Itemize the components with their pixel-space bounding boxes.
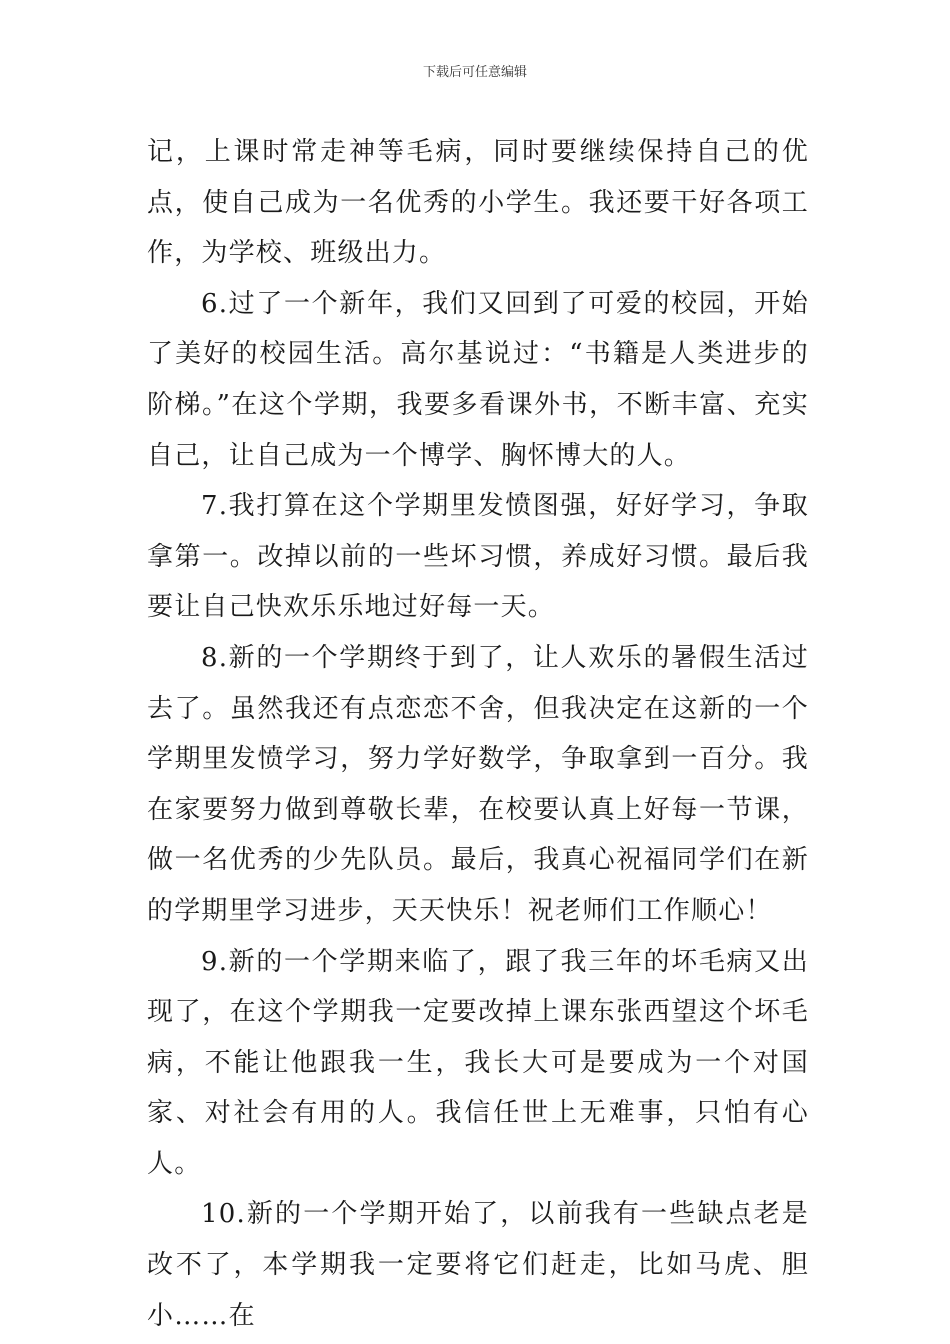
page-header: 下载后可任意编辑 xyxy=(422,65,527,80)
paragraph-continuation: 记，上课时常走神等毛病，同时要继续保持自己的优点，使自己成为一名优秀的小学生。我还要干好各项工作，为学校、班级出力。 xyxy=(147,137,809,269)
paragraph-item-8: 8.新的一个学期终于到了，让人欢乐的暑假生活过去了。虽然我还有点恋恋不舍，但我决定在这新的一个学期里发愤学习，努力学好数学，争取拿到一百分。我在家要努力做到尊敬长辈，在校要认真上好每一节课，做一名优秀的少先队员。最后，我真心祝福同学们在新的学期里学习进步，天天快乐！祝老师们工作顺心！ xyxy=(147,642,809,926)
paragraph-item-6: 6.过了一个新年，我们又回到了可爱的校园，开始了美好的校园生活。高尔基说过：“书籍是人类进步的阶梯。”在这个学期，我要多看课外书，不断丰富、充实自己，让自己成为一个博学、胸怀博大的人。 xyxy=(147,288,809,471)
paragraph-item-9: 9.新的一个学期来临了，跟了我三年的坏毛病又出现了，在这个学期我一定要改掉上课东张西望这个坏毛病，不能让他跟我一生，我长大可是要成为一个对国家、对社会有用的人。我信任世上无难事，只怕有心人。 xyxy=(147,946,809,1179)
document-body xyxy=(147,127,809,1341)
paragraph-item-10: 10.新的一个学期开始了，以前我有一些缺点老是改不了，本学期我一定要将它们赶走，比如马虎、胆小……在 xyxy=(147,1199,809,1331)
paragraph-item-7: 7.我打算在这个学期里发愤图强，好好学习，争取拿第一。改掉以前的一些坏习惯，养成好习惯。最后我要让自己快欢乐乐地过好每一天。 xyxy=(147,491,809,623)
